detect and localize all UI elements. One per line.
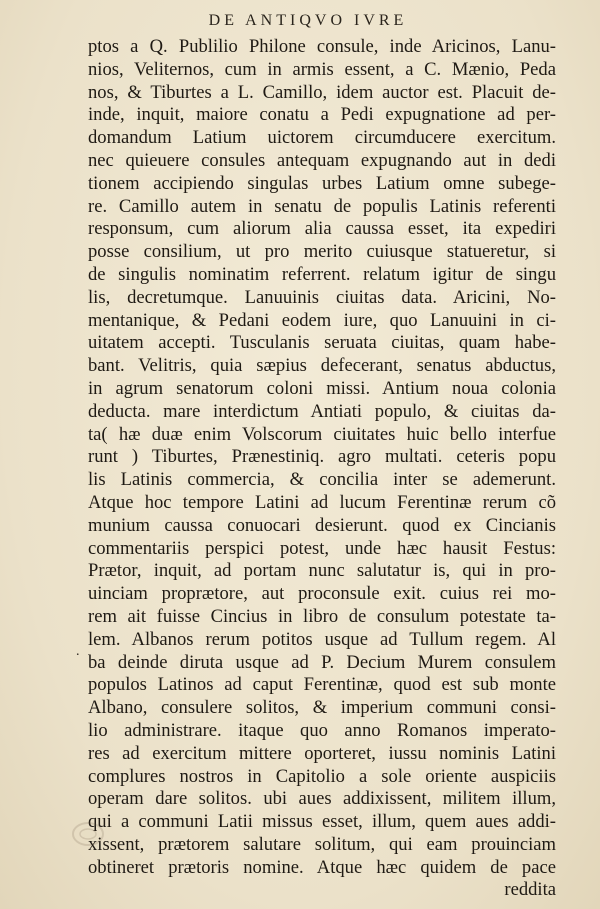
- text-line: uinciam proprætore, aut proconsule exit. cuius rei mo-: [88, 583, 556, 605]
- text-line: domandum Latium uictorem circumducere exercitum.: [88, 127, 556, 149]
- text-line: obtineret prætoris nomine. Atque hæc quidem de pace: [88, 856, 556, 878]
- text-line: mentanique, & Pedani eodem iure, quo Lanuuini in ci-: [88, 309, 556, 331]
- text-line: Prætor, inquit, ad portam nunc salutatur is, qui in pro-: [88, 560, 556, 582]
- text-line: de singulis nominatim referrent. relatum igitur de singu: [88, 263, 556, 285]
- text-line: nos, & Tiburtes a L. Camillo, idem auctor est. Placuit de-: [88, 81, 556, 103]
- text-line: lio administrare. itaque quo anno Romanos imperato-: [88, 719, 556, 741]
- text-line: tionem accipiendo singulas urbes Latium omne subege-: [88, 172, 556, 194]
- text-line: operam dare solitos. ubi aues addixissent, militem illum,: [88, 788, 556, 810]
- text-line: xissent, prætorem salutare solitum, qui eam prouinciam: [88, 833, 556, 855]
- margin-mark: .: [76, 644, 80, 659]
- text-line: posse consilium, ut pro merito cuiusque statueretur, si: [88, 241, 556, 263]
- text-line: rem ait fuisse Cincius in libro de consulum potestate ta-: [88, 605, 556, 627]
- text-line: nios, Veliternos, cum in armis essent, a C. Mænio, Peda: [88, 58, 556, 80]
- text-line: res ad exercitum mittere oporteret, iussu nominis Latini: [88, 742, 556, 764]
- text-line: nec quieuere consules antequam expugnando aut in dedi: [88, 149, 556, 171]
- text-line: responsum, cum aliorum alia caussa esset, ita expediri: [88, 218, 556, 240]
- text-line: ta( hæ duæ enim Volscorum ciuitates huic bello interfue: [88, 423, 556, 445]
- library-stamp-icon: [70, 820, 106, 848]
- text-line: Atque hoc tempore Latini ad lucum Ferentinæ rerum cõ: [88, 491, 556, 513]
- text-line: bant. Velitris, quia sæpius defecerant, senatus abductus,: [88, 355, 556, 377]
- body-text: [88, 36, 556, 902]
- text-line: Albano, consulere solitos, & imperium communi consi-: [88, 697, 556, 719]
- text-line: lis, decretumque. Lanuuinis ciuitas data. Aricini, No-: [88, 286, 556, 308]
- text-line: lis Latinis commercia, & concilia inter se ademerunt.: [88, 469, 556, 491]
- text-line: runt ) Tiburtes, Prænestiniq. agro multati. ceteris popu: [88, 446, 556, 468]
- text-line: munium caussa conuocari desierunt. quod ex Cincianis: [88, 514, 556, 536]
- text-line: ptos a Q. Publilio Philone consule, inde Aricinos, Lanu-: [88, 36, 556, 57]
- text-line: commentariis perspici potest, unde hæc hausit Festus:: [88, 537, 556, 559]
- text-line: qui a communi Latii missus esset, illum, quem aues addi-: [88, 811, 556, 833]
- text-line: uitatem accepti. Tusculanis seruata ciuitas, quam habe-: [88, 332, 556, 354]
- text-line: lem. Albanos rerum potitos usque ad Tullum regem. Al: [88, 628, 556, 650]
- text-line: ba deinde diruta usque ad P. Decium Murem consulem: [88, 651, 556, 673]
- text-line: deducta. mare interdictum Antiati populo, & ciuitas da-: [88, 400, 556, 422]
- text-line: inde, inquit, maiore conatu a Pedi expugnatione ad per-: [88, 104, 556, 126]
- running-head: DE ANTIQVO IVRE: [208, 12, 408, 29]
- text-line: in agrum senatorum coloni missi. Antium noua colonia: [88, 377, 556, 399]
- text-line: re. Camillo autem in senatu de populis Latinis referenti: [88, 195, 556, 217]
- text-line: complures nostros in Capitolio a sole oriente auspiciis: [88, 765, 556, 787]
- catchword: reddita: [504, 879, 556, 901]
- text-line: populos Latinos ad caput Ferentinæ, quod est sub monte: [88, 674, 556, 696]
